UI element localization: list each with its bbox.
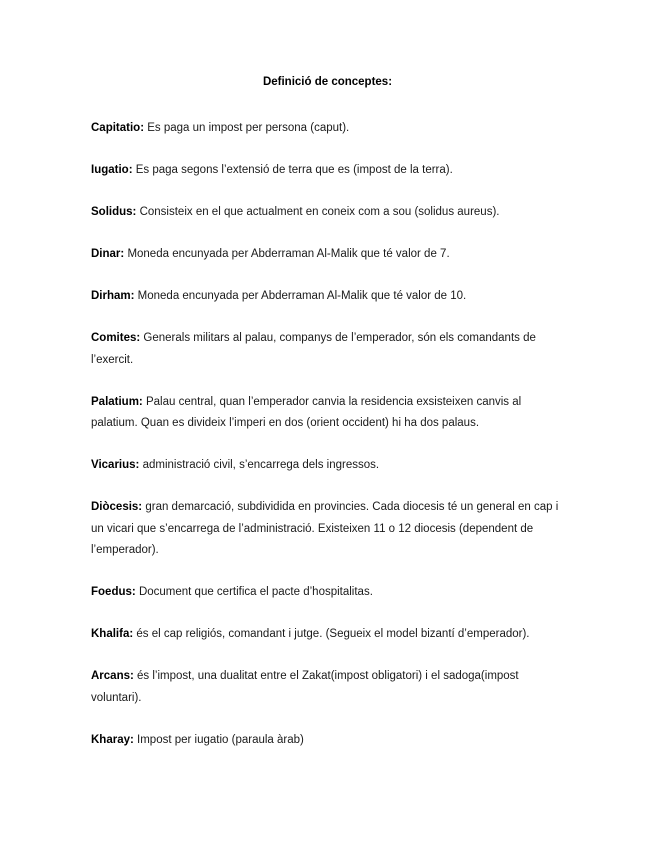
term-label: Vicarius: <box>91 459 140 471</box>
definition-entry-arcans <box>91 666 561 709</box>
definition-text: Es paga segons l’extensió de terra que es (impost de la terra). <box>135 164 453 176</box>
definition-text: Document que certifica el pacte d’hospitalitas. <box>138 586 373 598</box>
definition-text: Impost per iugatio (paraula àrab) <box>137 733 304 746</box>
term-label: Dirham: <box>91 290 135 302</box>
term-label: Foedus: <box>91 586 136 598</box>
definition-entry-kharay <box>91 730 561 752</box>
term-label: Khalifa: <box>91 628 134 640</box>
definition-entry-palatium <box>91 392 561 435</box>
definition-text: Moneda encunyada per Abderraman Al-Malik que té valor de 10. <box>137 290 467 302</box>
definition-entry-capitatio <box>91 118 561 140</box>
definition-entry-comites <box>91 328 561 371</box>
definition-entry-solidus <box>91 202 561 224</box>
definition-entry-dirham <box>91 286 561 308</box>
term-label: Capitatio: <box>91 122 145 134</box>
definition-text: Palau central, quan l’emperador canvia la residencia exsisteixen canvis al palatium. Quan es divideix l’imperi en dos (orient occident) hi ha dos palaus. <box>91 395 522 429</box>
definition-text: Es paga un impost per persona (caput). <box>147 122 350 134</box>
term-label: Palatium: <box>91 395 143 408</box>
term-label: Iugatio: <box>91 164 133 176</box>
definition-entry-dinar <box>91 244 561 266</box>
definition-text: Moneda encunyada per Abderraman Al-Malik que té valor de 7. <box>127 248 450 260</box>
definition-list <box>91 118 561 772</box>
term-label: Dinar: <box>91 248 125 260</box>
definition-entry-khalifa <box>91 624 561 646</box>
definition-text: administració civil, s’encarrega dels ingressos. <box>142 459 380 471</box>
definition-text: Consisteix en el que actualment en coneix com a sou (solidus aureus). <box>139 206 500 218</box>
definition-entry-iugatio <box>91 160 561 182</box>
term-label: Solidus: <box>91 206 137 218</box>
definition-text: Generals militars al palau, companys de l’emperador, són els comandants de l’exercit. <box>91 332 536 366</box>
term-label: Comites: <box>91 332 141 344</box>
definition-entry-diocesis <box>91 497 561 562</box>
definition-entry-foedus <box>91 582 561 604</box>
definition-text: gran demarcació, subdividida en provincies. Cada diocesis té un general en cap i un vicari que s’encarrega de l’administració. Existeixen 11 o 12 diocesis (dependent de l’emperador). <box>91 501 559 556</box>
page-title: Definició de conceptes: <box>262 76 393 88</box>
definition-entry-vicarius <box>91 455 561 477</box>
term-label: Diòcesis: <box>91 501 143 513</box>
term-label: Arcans: <box>91 670 134 682</box>
term-label: Kharay: <box>91 733 134 746</box>
definition-text: és el cap religiós, comandant i jutge. (Segueix el model bizantí d’emperador). <box>136 628 530 640</box>
definition-text: és l’impost, una dualitat entre el Zakat(impost obligatori) i el sadoga(impost voluntari). <box>91 670 519 704</box>
